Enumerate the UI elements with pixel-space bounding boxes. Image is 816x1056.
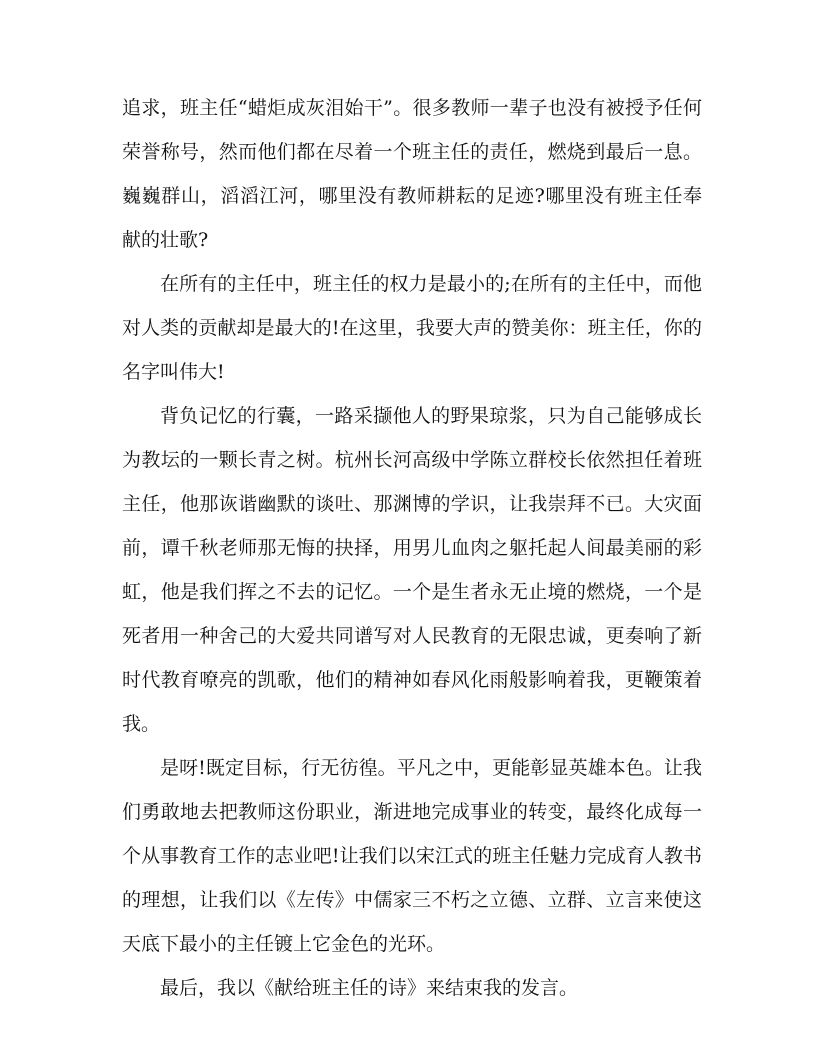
paragraph-4: 是呀!既定目标，行无彷徨。平凡之中，更能彰显英雄本色。让我们勇敢地去把教师这份职业，渐进地完成事业的转变，最终化成每一个从事教育工作的志业吧!让我们以宋江式的班主任魅力完成育人教书的理想，让我们以《左传》中儒家三不朽之立德、立群、立言来使这天底下最小的主任镀上它金色的光环。 xyxy=(122,757,702,955)
document-body xyxy=(122,86,702,1010)
paragraph-1: 追求，班主任“蜡炬成灰泪始干”。很多教师一辈子也没有被授予任何荣誉称号，然而他们都在尽着一个班主任的责任，燃烧到最后一息。巍巍群山，滔滔江河，哪里没有教师耕耘的足迹?哪里没有班主任奉献的壮歌? xyxy=(122,97,702,251)
paragraph-5: 最后，我以《献给班主任的诗》来结束我的发言。 xyxy=(160,977,579,999)
paragraph-2: 在所有的主任中，班主任的权力是最小的;在所有的主任中，而他对人类的贡献却是最大的!在这里，我要大声的赞美你：班主任，你的名字叫伟大! xyxy=(122,273,702,383)
paragraph-3: 背负记忆的行囊，一路采撷他人的野果琼浆，只为自己能够成长为教坛的一颗长青之树。杭州长河高级中学陈立群校长依然担任着班主任，他那诙谐幽默的谈吐、那渊博的学识，让我崇拜不已。大灾面前，谭千秋老师那无悔的抉择，用男儿血肉之躯托起人间最美丽的彩虹，他是我们挥之不去的记忆。一个是生者永无止境的燃烧，一个是死者用一种舍己的大爱共同谱写对人民教育的无限忠诚，更奏响了新时代教育嘹亮的凯歌，他们的精神如春风化雨般影响着我，更鞭策着我。 xyxy=(122,405,702,735)
